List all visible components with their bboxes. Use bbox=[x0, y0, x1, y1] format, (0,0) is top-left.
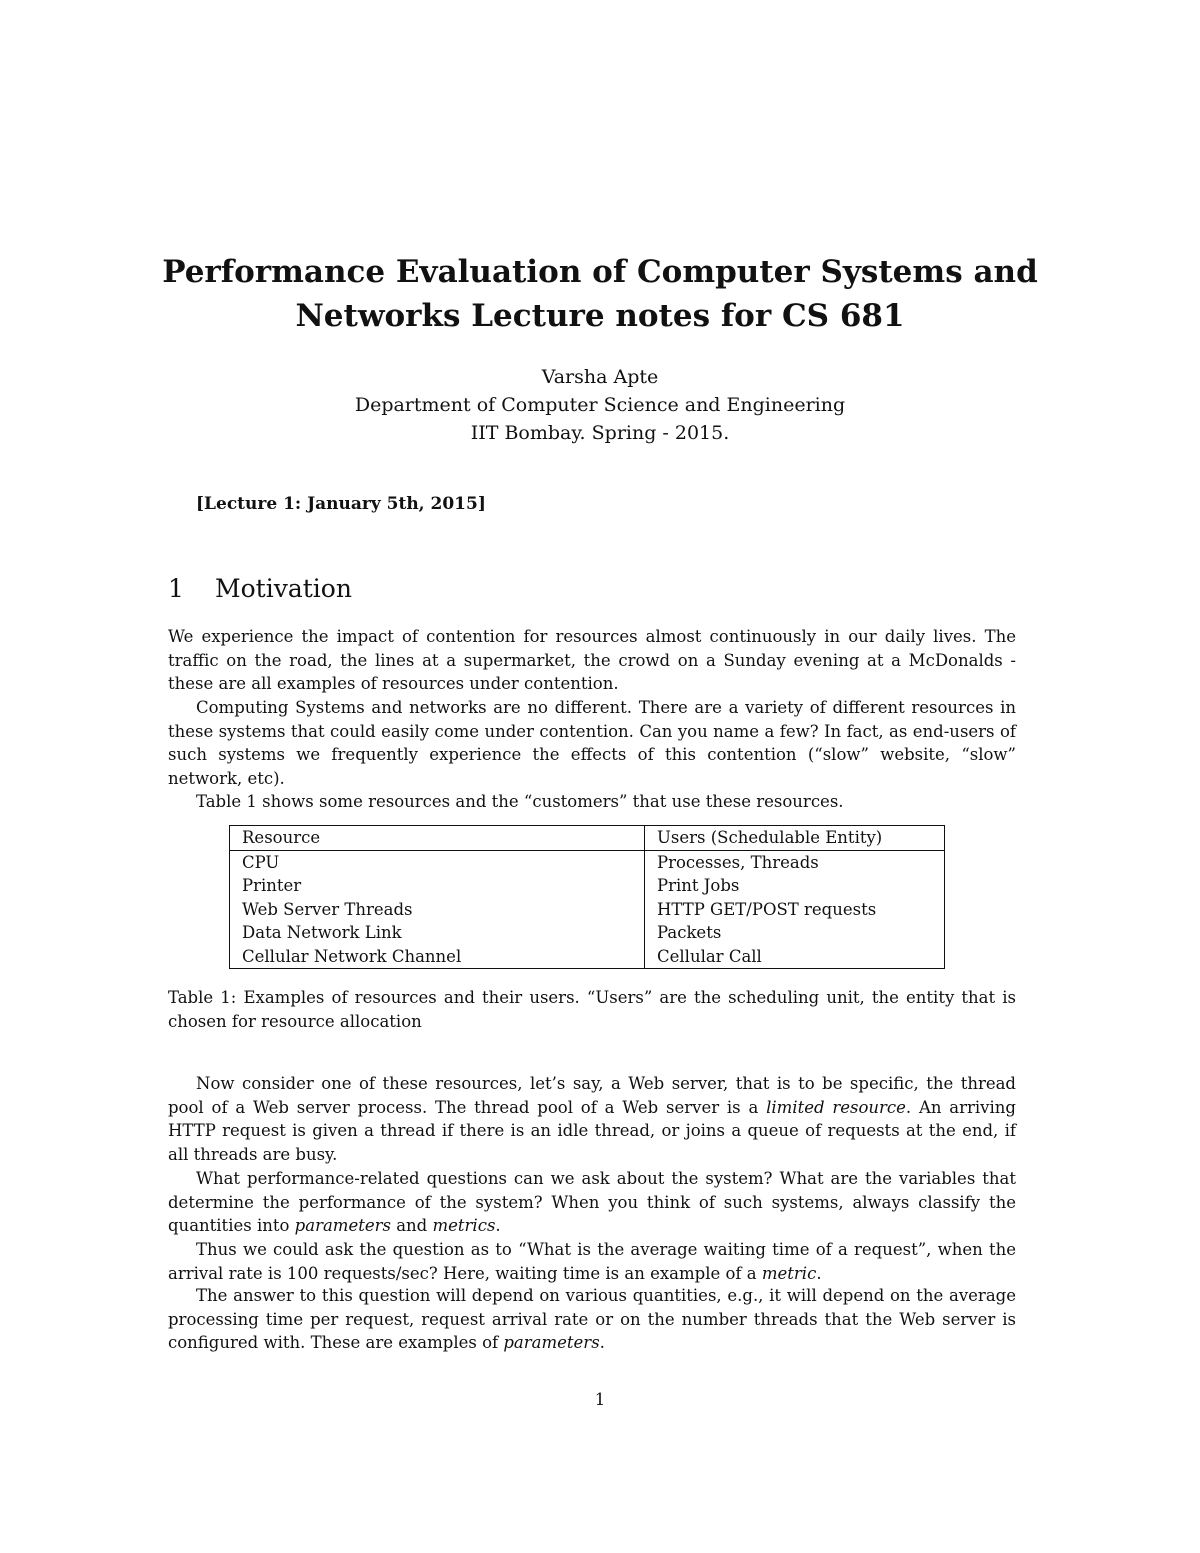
author-department: Department of Computer Science and Engineering bbox=[354, 394, 846, 416]
paragraph-7-emphasis: parameters bbox=[503, 1333, 600, 1353]
title-line-2: Networks Lecture notes for CS 681 bbox=[295, 298, 905, 334]
paragraph-7-text-a: The answer to this question will depend on various quantities, e.g., it will depend on the average processing time per request, request arrival rate or on the number threads that the Web server is configured with. These are examples of bbox=[168, 1286, 1016, 1353]
paragraph-6-emphasis: metric bbox=[761, 1263, 817, 1283]
table-row bbox=[230, 945, 945, 969]
paragraph-5-text-mid: and bbox=[390, 1216, 433, 1236]
author-institution: IIT Bombay. Spring - 2015. bbox=[470, 422, 730, 444]
table-header-row bbox=[230, 826, 945, 851]
section-title: Motivation bbox=[215, 574, 352, 603]
table-header-cell: Resource bbox=[230, 826, 645, 851]
paragraph-5-emphasis-2: metrics bbox=[432, 1216, 496, 1236]
page-number: 1 bbox=[594, 1390, 606, 1409]
table-row bbox=[230, 898, 945, 922]
section-number: 1 bbox=[168, 574, 184, 603]
table-header-cell: Users (Schedulable Entity) bbox=[645, 826, 945, 851]
table-row bbox=[230, 874, 945, 898]
paragraph-1: We experience the impact of contention for resources almost continuously in our daily lives. The traffic on the road, the lines at a supermarket, the crowd on a Sunday evening at a McDonalds - these are all examples of resources under contention. bbox=[168, 627, 1016, 694]
section-heading bbox=[168, 574, 352, 603]
table-row bbox=[230, 850, 945, 874]
paragraph-2: Computing Systems and networks are no different. There are a variety of different resources in these systems that could easily come under contention. Can you name a few? In fact, as end-users of such systems we frequently experience the effects of this contention (“slow” website, “slow” network, etc). bbox=[168, 698, 1016, 789]
paragraph-6 bbox=[168, 1238, 1016, 1285]
resources-table bbox=[229, 825, 945, 969]
paragraph-4 bbox=[168, 1072, 1016, 1167]
paragraph-3: Table 1 shows some resources and the “customers” that use these resources. bbox=[196, 792, 844, 811]
paragraph-4-text-a: Now consider one of these resources, let’s say, a Web server, that is to be specific, the thread pool of a Web server process. The thread pool of a Web server is a bbox=[168, 1074, 1016, 1117]
paragraph-6-text-end: . bbox=[816, 1263, 822, 1283]
paragraph-5-text-a: What performance-related questions can we ask about the system? What are the variables that determine the performance of the system? When you think of such systems, always classify the quantities into bbox=[168, 1169, 1016, 1236]
paragraph-6-text-a: Thus we could ask the question as to “What is the average waiting time of a request”, when the arrival rate is 100 requests/sec? Here, waiting time is an example of a bbox=[168, 1240, 1016, 1283]
table-cell: Printer bbox=[230, 874, 645, 898]
table-cell: Print Jobs bbox=[657, 876, 740, 896]
title-line-1: Performance Evaluation of Computer Systems and bbox=[162, 254, 1038, 290]
table-cell: Cellular Call bbox=[657, 946, 762, 966]
table-cell: Web Server Threads bbox=[230, 898, 645, 922]
table-cell: CPU bbox=[230, 850, 645, 874]
paragraph-5-emphasis-1: parameters bbox=[294, 1216, 391, 1236]
table-cell: Packets bbox=[657, 923, 722, 943]
paragraph-5 bbox=[168, 1167, 1016, 1238]
paragraph-4-emphasis: limited resource bbox=[766, 1097, 906, 1117]
lecture-heading: [Lecture 1: January 5th, 2015] bbox=[196, 494, 486, 514]
table-caption: Table 1: Examples of resources and their users. “Users” are the scheduling unit, the entity that is chosen for resource allocation bbox=[168, 988, 1016, 1031]
table-cell: Cellular Network Channel bbox=[230, 945, 645, 969]
table-cell: Data Network Link bbox=[230, 921, 645, 945]
table-row bbox=[230, 921, 945, 945]
paragraph-7 bbox=[168, 1284, 1016, 1355]
paragraph-7-text-end: . bbox=[599, 1333, 605, 1353]
table-cell: HTTP GET/POST requests bbox=[657, 899, 877, 919]
paragraph-4-text-b: . An arriving HTTP request is given a thread if there is an idle thread, or joins a queue of requests at the end, if all threads are busy. bbox=[168, 1097, 1016, 1165]
paragraph-5-text-end: . bbox=[495, 1216, 501, 1236]
table-cell: Processes, Threads bbox=[657, 852, 819, 872]
paper-title bbox=[120, 250, 1080, 338]
author-name: Varsha Apte bbox=[541, 366, 659, 388]
